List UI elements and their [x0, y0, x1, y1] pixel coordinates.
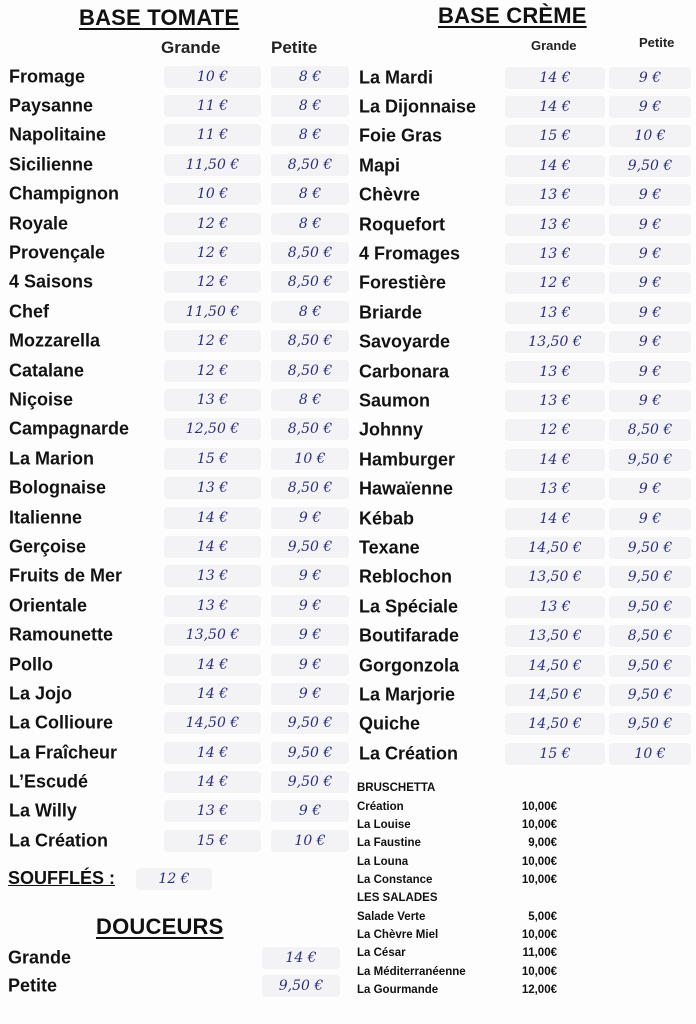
creme-pizza-name: Savoyarde — [359, 331, 451, 352]
tomate-pizza-petite-price: 9 € — [271, 595, 349, 617]
tomate-pizza-petite-price: 9,50 € — [271, 712, 349, 734]
tomate-pizza-petite-price: 8 € — [271, 389, 349, 411]
creme-pizza-petite-price: 9,50 € — [609, 713, 691, 735]
creme-pizza-name: Chèvre — [359, 184, 421, 205]
creme-pizza-grande-price: 13,50 € — [505, 625, 605, 647]
extra-item — [357, 871, 577, 889]
extra-item — [357, 926, 577, 944]
creme-pizza-grande-price: 14,50 € — [505, 537, 605, 559]
tomate-pizza-grande-price: 14 € — [164, 507, 261, 529]
douceurs-title: DOUCEURS — [96, 914, 224, 939]
creme-pizza-grande-price: 15 € — [505, 125, 605, 147]
tomate-pizza-petite-price: 8,50 € — [271, 330, 349, 352]
creme-pizza-grande-price: 13 € — [505, 361, 605, 383]
douceur-size: Grande — [8, 947, 72, 968]
creme-pizza-row — [359, 269, 694, 298]
tomate-pizza-grande-price: 12 € — [164, 271, 261, 293]
creme-pizza-name: Texane — [359, 537, 420, 558]
creme-pizza-grande-price: 13 € — [505, 596, 605, 618]
creme-pizza-row — [359, 210, 694, 239]
base-creme-title: BASE CRÈME — [438, 3, 587, 28]
tomate-pizza-row — [9, 444, 354, 473]
extra-item — [357, 779, 577, 797]
tomate-pizza-petite-price: 8,50 € — [271, 242, 349, 264]
tomate-pizza-grande-price: 12 € — [164, 360, 261, 382]
tomate-pizza-row — [9, 473, 354, 502]
tomate-pizza-name: Bolognaise — [9, 477, 107, 498]
creme-pizza-grande-price: 14 € — [505, 155, 605, 177]
creme-pizza-name: Carbonara — [359, 361, 450, 382]
creme-pizza-grande-price: 12 € — [505, 419, 605, 441]
creme-pizza-petite-price: 8,50 € — [609, 625, 691, 647]
tomate-pizza-petite-price: 9 € — [271, 624, 349, 646]
creme-pizza-grande-price: 13 € — [505, 243, 605, 265]
tomate-pizza-name: Fruits de Mer — [9, 565, 123, 586]
creme-pizza-petite-price: 8,50 € — [609, 419, 691, 441]
extra-name: Création — [357, 800, 404, 813]
creme-pizza-row — [359, 239, 694, 268]
extra-name: La Gourmande — [357, 983, 439, 996]
creme-pizza-row — [359, 328, 694, 357]
tomate-pizza-petite-price: 8,50 € — [271, 418, 349, 440]
tomate-pizza-grande-price: 11 € — [164, 124, 261, 146]
creme-pizza-grande-price: 14,50 € — [505, 684, 605, 706]
creme-grande-header: Grande — [531, 38, 577, 53]
creme-pizza-name: Roquefort — [359, 214, 445, 235]
creme-pizza-grande-price: 14 € — [505, 96, 605, 118]
creme-pizza-petite-price: 9,50 € — [609, 596, 691, 618]
tomate-pizza-grande-price: 12 € — [164, 213, 261, 235]
tomate-pizza-name: Chef — [9, 301, 49, 322]
tomate-pizza-petite-price: 9,50 € — [271, 536, 349, 558]
tomate-pizza-grande-price: 13 € — [164, 595, 261, 617]
tomate-pizza-grande-price: 14 € — [164, 683, 261, 705]
creme-pizza-name: Johnny — [359, 419, 424, 440]
extra-name: Salade Verte — [357, 910, 426, 923]
extra-item — [357, 852, 577, 870]
tomate-pizza-row — [9, 826, 354, 855]
extra-price: 11,00€ — [522, 947, 557, 960]
creme-pizza-grande-price: 14 € — [505, 508, 605, 530]
base-tomate-list — [9, 62, 354, 856]
tomate-pizza-grande-price: 14 € — [164, 742, 261, 764]
creme-pizza-petite-price: 9 € — [609, 331, 691, 353]
tomate-pizza-row — [9, 709, 354, 738]
douceur-size: Petite — [8, 975, 58, 996]
creme-pizza-row — [359, 621, 694, 650]
tomate-pizza-name: Mozzarella — [9, 330, 101, 351]
tomate-pizza-petite-price: 8 € — [271, 66, 349, 88]
tomate-pizza-petite-price: 9 € — [271, 800, 349, 822]
tomate-pizza-row — [9, 62, 354, 91]
creme-pizza-petite-price: 9 € — [609, 67, 691, 89]
creme-pizza-row — [359, 63, 694, 92]
tomate-pizza-grande-price: 14 € — [164, 654, 261, 676]
tomate-pizza-row — [9, 91, 354, 120]
tomate-pizza-row — [9, 620, 354, 649]
tomate-pizza-grande-price: 11,50 € — [164, 154, 261, 176]
creme-pizza-row — [359, 181, 694, 210]
creme-pizza-row — [359, 298, 694, 327]
creme-pizza-petite-price: 9 € — [609, 214, 691, 236]
tomate-pizza-grande-price: 13 € — [164, 800, 261, 822]
tomate-pizza-row — [9, 767, 354, 796]
extra-price: 9,00€ — [528, 837, 557, 850]
creme-pizza-grande-price: 14 € — [505, 67, 605, 89]
creme-pizza-row — [359, 92, 694, 121]
extra-price: 10,00€ — [521, 928, 557, 941]
tomate-pizza-name: Champignon — [9, 183, 119, 204]
creme-pizza-name: Reblochon — [359, 566, 452, 587]
tomate-pizza-petite-price: 8,50 € — [271, 477, 349, 499]
creme-pizza-name: Gorgonzola — [359, 655, 459, 675]
base-tomate-title: BASE TOMATE — [79, 5, 240, 30]
creme-pizza-row — [359, 592, 694, 621]
extra-name: LES SALADES — [357, 892, 438, 905]
creme-pizza-row — [359, 563, 694, 592]
tomate-pizza-row — [9, 121, 354, 150]
creme-pizza-petite-price: 9 € — [609, 184, 691, 206]
tomate-pizza-grande-price: 11 € — [164, 95, 261, 117]
tomate-pizza-row — [9, 356, 354, 385]
creme-pizza-petite-price: 10 € — [609, 743, 691, 765]
tomate-pizza-petite-price: 9,50 € — [271, 742, 349, 764]
extra-name: La Constance — [357, 873, 433, 886]
creme-pizza-name: La Création — [359, 743, 459, 764]
extra-item — [357, 889, 577, 907]
creme-petite-header: Petite — [639, 35, 675, 50]
creme-pizza-row — [359, 416, 694, 445]
creme-pizza-petite-price: 9,50 € — [609, 655, 691, 677]
tomate-grande-header: Grande — [161, 38, 221, 57]
creme-pizza-grande-price: 14,50 € — [505, 713, 605, 735]
creme-pizza-row — [359, 651, 694, 680]
creme-pizza-name: Saumon — [359, 390, 431, 411]
creme-pizza-grande-price: 13 € — [505, 302, 605, 324]
tomate-pizza-name: La Collioure — [9, 712, 114, 733]
tomate-pizza-grande-price: 10 € — [164, 66, 261, 88]
tomate-pizza-petite-price: 9 € — [271, 654, 349, 676]
extra-price: 10,00€ — [521, 855, 557, 868]
creme-pizza-grande-price: 13 € — [505, 214, 605, 236]
tomate-pizza-name: La Willy — [9, 800, 77, 821]
extra-name: La Faustine — [357, 837, 421, 850]
tomate-pizza-row — [9, 385, 354, 414]
creme-pizza-grande-price: 13 € — [505, 390, 605, 412]
tomate-pizza-grande-price: 14,50 € — [164, 712, 261, 734]
creme-pizza-name: La Spéciale — [359, 596, 459, 617]
base-creme-list — [359, 63, 694, 768]
creme-pizza-row — [359, 680, 694, 709]
creme-pizza-name: Kébab — [359, 508, 415, 529]
tomate-pizza-row — [9, 415, 354, 444]
creme-pizza-row — [359, 710, 694, 739]
extra-name: La Louise — [357, 818, 411, 831]
creme-pizza-name: La Marjorie — [359, 684, 456, 705]
creme-pizza-petite-price: 9 € — [609, 390, 691, 412]
tomate-pizza-name: Sicilienne — [9, 154, 94, 175]
creme-pizza-petite-price: 9 € — [609, 302, 691, 324]
extra-name: La Louna — [357, 855, 409, 868]
douceur-row — [8, 944, 348, 972]
douceur-price: 9,50 € — [262, 975, 340, 997]
tomate-pizza-row — [9, 679, 354, 708]
tomate-pizza-petite-price: 8 € — [271, 95, 349, 117]
creme-pizza-grande-price: 13 € — [505, 184, 605, 206]
tomate-pizza-petite-price: 8 € — [271, 213, 349, 235]
creme-pizza-petite-price: 9,50 € — [609, 449, 691, 471]
creme-pizza-grande-price: 12 € — [505, 272, 605, 294]
creme-pizza-name: Hamburger — [359, 449, 456, 470]
tomate-pizza-petite-price: 8,50 € — [271, 360, 349, 382]
tomate-pizza-petite-price: 8 € — [271, 301, 349, 323]
tomate-pizza-row — [9, 180, 354, 209]
tomate-pizza-name: Niçoise — [9, 389, 74, 410]
tomate-pizza-name: La Fraîcheur — [9, 742, 118, 763]
tomate-pizza-petite-price: 8,50 € — [271, 271, 349, 293]
tomate-pizza-name: Paysanne — [9, 95, 94, 116]
tomate-pizza-grande-price: 12 € — [164, 242, 261, 264]
douceurs-list — [8, 944, 348, 1000]
extra-name: La Méditerranéenne — [357, 965, 466, 978]
tomate-pizza-row — [9, 650, 354, 679]
extra-name: La César — [357, 947, 406, 960]
creme-pizza-row — [359, 445, 694, 474]
tomate-pizza-row — [9, 297, 354, 326]
tomate-pizza-petite-price: 8,50 € — [271, 154, 349, 176]
tomate-pizza-name: Gerçoise — [9, 536, 87, 557]
creme-pizza-name: Hawaïenne — [359, 478, 454, 499]
creme-pizza-petite-price: 10 € — [609, 125, 691, 147]
creme-pizza-petite-price: 9 € — [609, 272, 691, 294]
souffles-price: 12 € — [136, 868, 212, 890]
creme-pizza-petite-price: 9 € — [609, 96, 691, 118]
creme-pizza-petite-price: 9,50 € — [609, 155, 691, 177]
creme-pizza-name: Briarde — [359, 302, 423, 323]
tomate-pizza-grande-price: 13 € — [164, 477, 261, 499]
extra-item — [357, 907, 577, 925]
tomate-pizza-grande-price: 14 € — [164, 771, 261, 793]
creme-pizza-grande-price: 14,50 € — [505, 655, 605, 677]
tomate-pizza-name: La Création — [9, 830, 109, 851]
creme-pizza-petite-price: 9 € — [609, 243, 691, 265]
tomate-pizza-name: Catalane — [9, 360, 85, 381]
tomate-pizza-name: Provençale — [9, 242, 106, 263]
creme-pizza-grande-price: 13 € — [505, 478, 605, 500]
tomate-pizza-grande-price: 12,50 € — [164, 418, 261, 440]
souffles-label: SOUFFLÉS : — [8, 868, 115, 888]
creme-pizza-row — [359, 533, 694, 562]
extra-name: BRUSCHETTA — [357, 782, 436, 795]
creme-pizza-petite-price: 9,50 € — [609, 684, 691, 706]
creme-pizza-name: Forestière — [359, 272, 447, 293]
tomate-petite-header: Petite — [271, 38, 318, 57]
tomate-pizza-petite-price: 9 € — [271, 565, 349, 587]
tomate-pizza-row — [9, 562, 354, 591]
tomate-pizza-name: 4 Saisons — [9, 271, 94, 292]
tomate-pizza-petite-price: 8 € — [271, 183, 349, 205]
tomate-pizza-row — [9, 532, 354, 561]
tomate-pizza-name: Italienne — [9, 507, 83, 528]
tomate-pizza-grande-price: 13 € — [164, 565, 261, 587]
tomate-pizza-grande-price: 15 € — [164, 448, 261, 470]
extra-item — [357, 981, 577, 999]
tomate-pizza-petite-price: 10 € — [271, 830, 349, 852]
tomate-pizza-petite-price: 9,50 € — [271, 771, 349, 793]
creme-pizza-grande-price: 15 € — [505, 743, 605, 765]
tomate-pizza-name: Fromage — [9, 66, 86, 87]
extra-name: La Chèvre Miel — [357, 928, 439, 941]
extra-item — [357, 944, 577, 962]
tomate-pizza-name: L’Escudé — [9, 771, 89, 792]
tomate-pizza-name: La Marion — [9, 448, 95, 469]
creme-pizza-row — [359, 474, 694, 503]
tomate-pizza-row — [9, 209, 354, 238]
tomate-pizza-name: La Jojo — [9, 683, 73, 704]
extra-price: 10,00€ — [521, 965, 557, 978]
tomate-pizza-row — [9, 327, 354, 356]
tomate-pizza-petite-price: 10 € — [271, 448, 349, 470]
tomate-pizza-grande-price: 13,50 € — [164, 624, 261, 646]
creme-pizza-row — [359, 151, 694, 180]
creme-pizza-name: Foie Gras — [359, 125, 443, 146]
tomate-pizza-row — [9, 738, 354, 767]
tomate-pizza-grande-price: 14 € — [164, 536, 261, 558]
tomate-pizza-row — [9, 268, 354, 297]
creme-pizza-petite-price: 9,50 € — [609, 566, 691, 588]
creme-pizza-name: La Dijonnaise — [359, 96, 477, 117]
creme-pizza-grande-price: 13,50 € — [505, 566, 605, 588]
creme-pizza-grande-price: 14 € — [505, 449, 605, 471]
creme-pizza-petite-price: 9,50 € — [609, 537, 691, 559]
tomate-pizza-grande-price: 12 € — [164, 330, 261, 352]
douceur-price: 14 € — [262, 947, 340, 969]
tomate-pizza-name: Campagnarde — [9, 418, 130, 439]
creme-pizza-row — [359, 504, 694, 533]
tomate-pizza-row — [9, 797, 354, 826]
creme-pizza-petite-price: 9 € — [609, 508, 691, 530]
douceur-row — [8, 972, 348, 1000]
tomate-pizza-grande-price: 10 € — [164, 183, 261, 205]
tomate-pizza-name: Royale — [9, 213, 69, 234]
extra-item — [357, 797, 577, 815]
tomate-pizza-petite-price: 9 € — [271, 683, 349, 705]
tomate-pizza-grande-price: 13 € — [164, 389, 261, 411]
tomate-pizza-grande-price: 15 € — [164, 830, 261, 852]
extra-item — [357, 962, 577, 980]
creme-pizza-name: Quiche — [359, 713, 421, 734]
tomate-pizza-row — [9, 591, 354, 620]
extra-price: 5,00€ — [528, 910, 557, 923]
extra-price: 10,00€ — [521, 800, 557, 813]
extra-item — [357, 816, 577, 834]
extra-price: 12,00€ — [521, 983, 557, 996]
tomate-pizza-name: Orientale — [9, 595, 88, 616]
tomate-pizza-petite-price: 9 € — [271, 507, 349, 529]
creme-pizza-row — [359, 386, 694, 415]
tomate-pizza-row — [9, 503, 354, 532]
extra-price: 10,00€ — [521, 818, 557, 831]
tomate-pizza-name: Ramounette — [9, 624, 114, 645]
tomate-pizza-grande-price: 11,50 € — [164, 301, 261, 323]
bruschetta-salades-list — [357, 779, 577, 999]
creme-pizza-grande-price: 13,50 € — [505, 331, 605, 353]
creme-pizza-petite-price: 9 € — [609, 361, 691, 383]
creme-pizza-name: La Mardi — [359, 67, 434, 88]
tomate-pizza-petite-price: 8 € — [271, 124, 349, 146]
creme-pizza-name: 4 Fromages — [359, 243, 461, 264]
creme-pizza-row — [359, 739, 694, 768]
creme-pizza-row — [359, 122, 694, 151]
extra-price: 10,00€ — [521, 873, 557, 886]
tomate-pizza-row — [9, 238, 354, 267]
tomate-pizza-name: Napolitaine — [9, 124, 107, 145]
tomate-pizza-row — [9, 150, 354, 179]
creme-pizza-row — [359, 357, 694, 386]
creme-pizza-petite-price: 9 € — [609, 478, 691, 500]
tomate-pizza-name: Pollo — [9, 654, 53, 674]
extra-item — [357, 834, 577, 852]
creme-pizza-name: Boutifarade — [359, 625, 460, 646]
creme-pizza-name: Mapi — [359, 155, 401, 176]
